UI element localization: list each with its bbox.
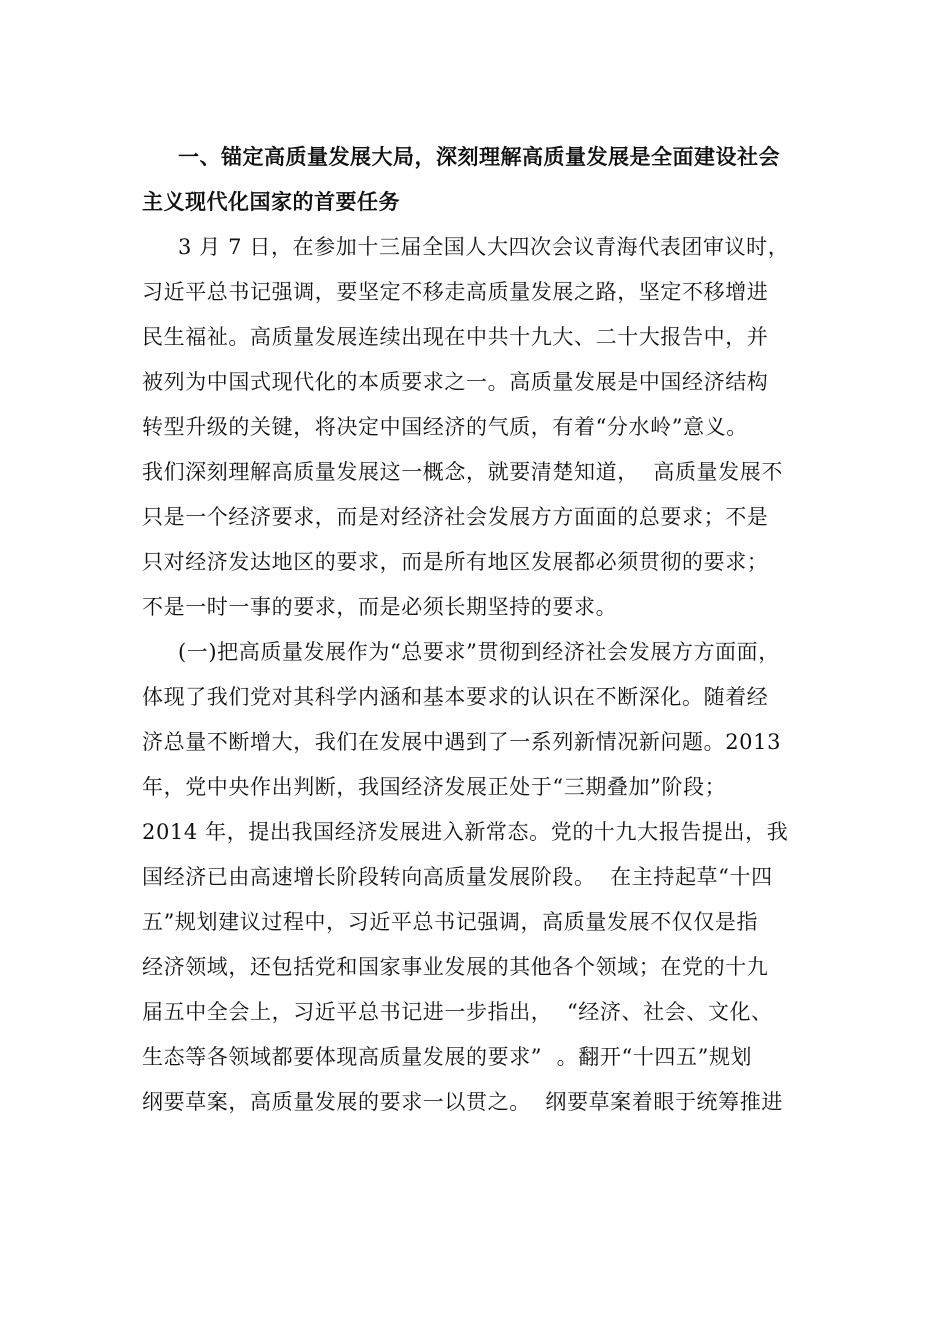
section-heading-line-1: 一、锚定高质量发展大局，深刻理解高质量发展是全面建设社会 xyxy=(178,145,780,169)
paragraph-2-line: 经济领域，还包括党和国家事业发展的其他各个领域；在党的十九 xyxy=(142,955,769,979)
paragraph-2-line: 体现了我们党对其科学内涵和基本要求的认识在不断深化。随着经 xyxy=(142,685,769,709)
paragraph-2-line: 届五中全会上，习近平总书记进一步指出， “经济、社会、文化、 xyxy=(142,1000,773,1024)
paragraph-2-line: 年，党中央作出判断，我国经济发展正处于“三期叠加”阶段； xyxy=(142,775,727,799)
paragraph-1-line: 只是一个经济要求，而是对经济社会发展方方面面的总要求；不是 xyxy=(142,505,769,529)
paragraph-2-line: 2014 年，提出我国经济发展进入新常态。党的十九大报告提出，我 xyxy=(142,820,789,844)
section-heading-line-2: 主义现代化国家的首要任务 xyxy=(142,190,400,214)
paragraph-1-line: 我们深刻理解高质量发展这一概念，就要清楚知道， 高质量发展不 xyxy=(142,460,783,484)
paragraph-2-line: 国经济已由高速增长阶段转向高质量发展阶段。 在主持起草“十四 xyxy=(142,865,773,889)
paragraph-1-line: 不是一时一事的要求，而是必须长期坚持的要求。 xyxy=(142,595,618,619)
paragraph-1-line: 民生福祉。高质量发展连续出现在中共十九大、二十大报告中，并 xyxy=(142,325,769,349)
paragraph-1-line: 只对经济发达地区的要求，而是所有地区发展都必须贯彻的要求； xyxy=(142,550,769,574)
paragraph-2-line: 五”规划建议过程中，习近平总书记强调，高质量发展不仅仅是指 xyxy=(142,910,759,934)
paragraph-2-line: 济总量不断增大，我们在发展中遇到了一系列新情况新问题。2013 xyxy=(142,730,782,754)
paragraph-2-line: 纲要草案，高质量发展的要求一以贯之。 纲要草案着眼于统筹推进 xyxy=(142,1090,783,1114)
paragraph-1-line: 被列为中国式现代化的本质要求之一。高质量发展是中国经济结构 xyxy=(142,370,769,394)
paragraph-2-line: (一)把高质量发展作为“总要求”贯彻到经济社会发展方方面面， xyxy=(178,640,780,664)
paragraph-1-line: 习近平总书记强调，要坚定不移走高质量发展之路，坚定不移增进 xyxy=(142,280,769,304)
paragraph-1-line: 3 月 7 日，在参加十三届全国人大四次会议青海代表团审议时， xyxy=(178,235,790,259)
paragraph-1-line: 转型升级的关键，将决定中国经济的气质，有着“分水岭”意义。 xyxy=(142,415,748,439)
paragraph-2-line: 生态等各领域都要体现高质量发展的要求” 。翻开“十四五”规划 xyxy=(142,1045,753,1069)
